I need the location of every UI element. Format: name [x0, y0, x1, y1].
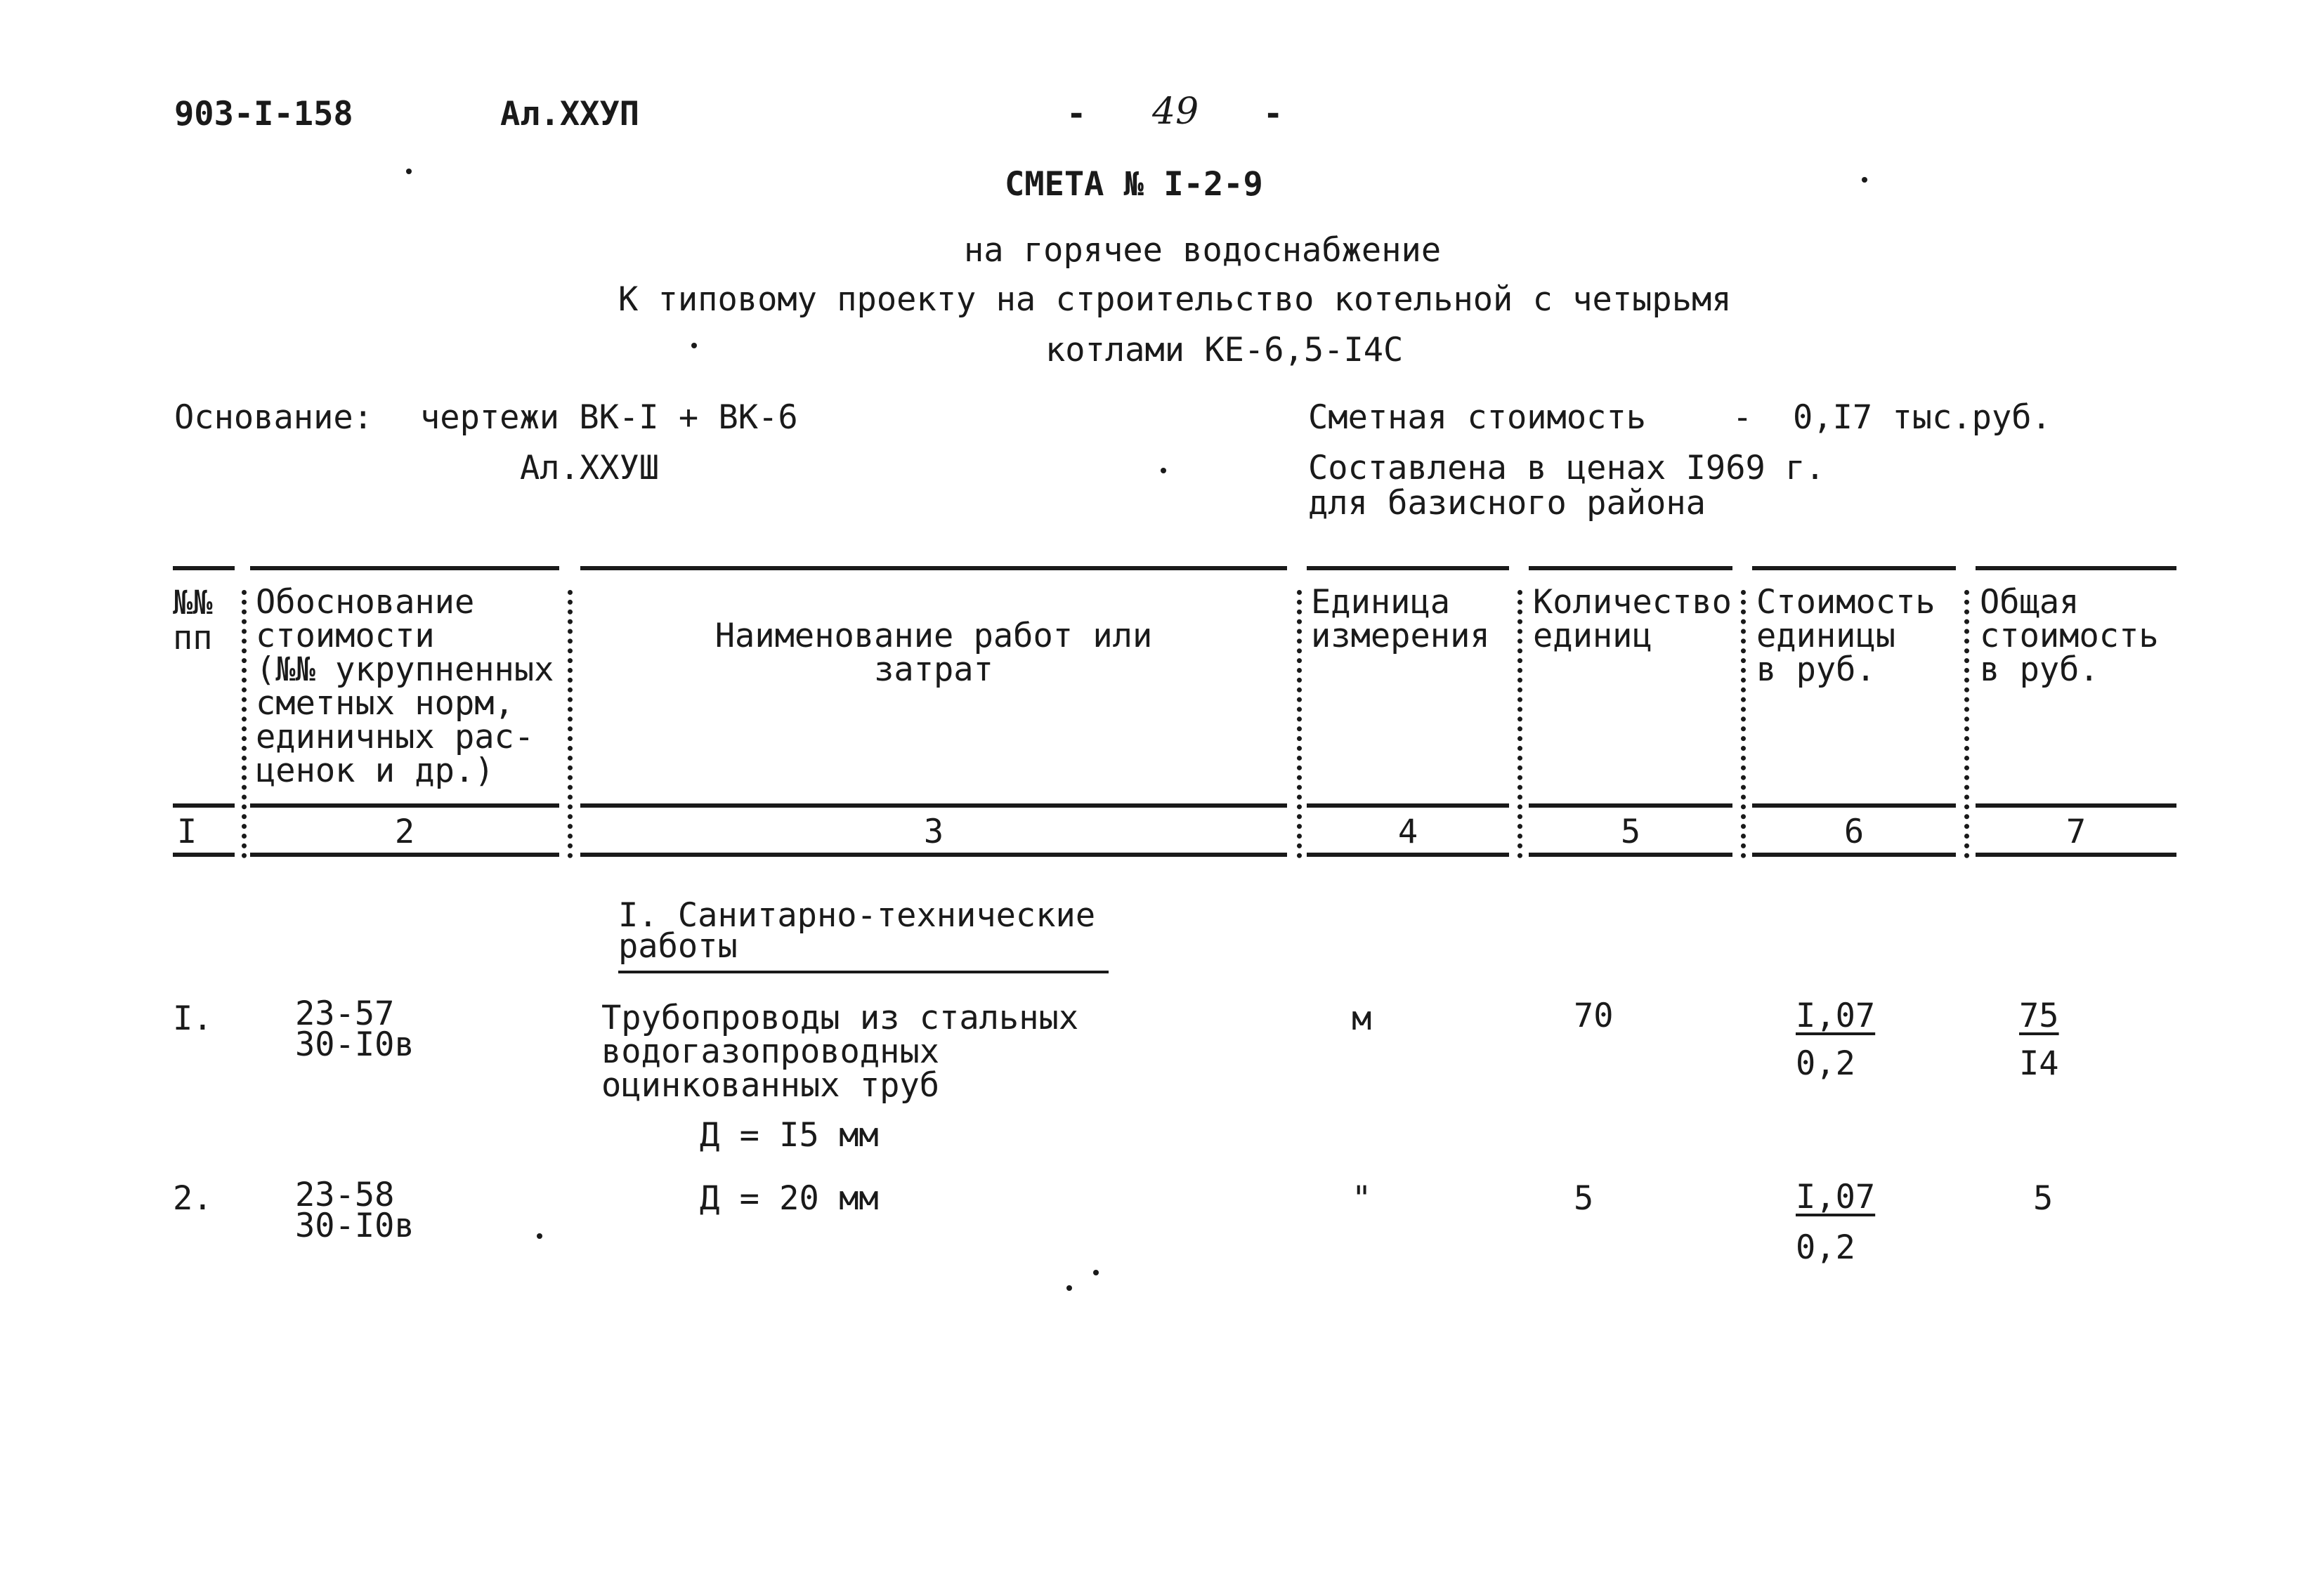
scan-speck: [1862, 177, 1867, 183]
column-number-2: 2: [394, 813, 415, 851]
page-dash-left: -: [1066, 95, 1087, 133]
numbers-bottom-rule-4: [1307, 853, 1509, 857]
header-quantity: Количество единиц: [1533, 583, 1732, 655]
column-separator: [1964, 590, 1969, 858]
header-number: №№ пп: [173, 584, 213, 657]
scan-speck: [1066, 1285, 1072, 1291]
estimated-cost-label: Сметная стоимость: [1308, 398, 1647, 437]
section-title-underline: [618, 971, 1109, 973]
table-top-rule-4: [1307, 566, 1509, 570]
base-region-line: для базисного района: [1308, 484, 1706, 523]
estimated-cost-value: 0,I7 тыс.руб.: [1793, 398, 2051, 437]
row-2-basis: 23-58 30-I0в: [295, 1176, 414, 1245]
basis-drawings: чертежи ВК-I + ВК-6: [420, 398, 798, 437]
row-1-total-top: 75: [2019, 997, 2059, 1035]
column-number-1: I: [176, 813, 197, 851]
scan-speck: [1161, 468, 1166, 473]
column-number-7: 7: [2065, 813, 2087, 851]
table-top-rule-2: [250, 566, 559, 570]
table-top-rule-3: [580, 566, 1287, 570]
column-separator: [1741, 590, 1746, 858]
row-1-total-bottom: I4: [2019, 1044, 2059, 1083]
numbers-bottom-rule-1: [173, 853, 235, 857]
table-top-rule-7: [1976, 566, 2176, 570]
basis-album: Ал.ХХУШ: [520, 449, 660, 487]
row-1-quantity: 70: [1574, 997, 1614, 1035]
column-separator: [568, 590, 573, 858]
row-1-unit: м: [1352, 999, 1372, 1038]
document-code: 903-I-158: [174, 95, 353, 133]
title-line-2: К типовому проекту на строительство котельной с четырьмя: [618, 280, 1732, 319]
column-separator: [1517, 590, 1522, 858]
row-2-quantity: 5: [1574, 1179, 1594, 1218]
header-bottom-rule-5: [1529, 803, 1732, 808]
numbers-bottom-rule-6: [1752, 853, 1956, 857]
header-bottom-rule-2: [250, 803, 559, 808]
table-top-rule-6: [1752, 566, 1956, 570]
header-bottom-rule-3: [580, 803, 1287, 808]
numbers-bottom-rule-3: [580, 853, 1287, 857]
header-unit: Единица измерения: [1311, 583, 1490, 655]
scan-speck: [537, 1233, 542, 1239]
column-number-5: 5: [1620, 813, 1641, 851]
row-2-unit-cost-bottom: 0,2: [1796, 1228, 1855, 1267]
title-line-3: котлами КЕ-6,5-I4С: [1045, 331, 1404, 369]
basis-label: Основание:: [174, 398, 373, 437]
row-1-diameter: Д = I5 мм: [700, 1116, 879, 1155]
title-line-1: на горячее водоснабжение: [964, 231, 1442, 270]
column-separator: [242, 590, 247, 858]
row-2-diameter: Д = 20 мм: [700, 1179, 879, 1218]
row-1-number: I.: [173, 999, 213, 1038]
header-work-name: Наименование работ или затрат: [714, 617, 1153, 689]
estimated-cost-dash: -: [1732, 398, 1753, 437]
row-1-unit-cost-bottom: 0,2: [1796, 1044, 1855, 1083]
numbers-bottom-rule-5: [1529, 853, 1732, 857]
prices-year-line: Составлена в ценах I969 г.: [1308, 449, 1825, 487]
row-2-unit-ditto: ": [1352, 1179, 1372, 1218]
row-2-unit-cost-top: I,07: [1796, 1178, 1876, 1216]
scan-speck: [1093, 1270, 1099, 1275]
table-top-rule-1: [173, 566, 235, 570]
header-bottom-rule-7: [1976, 803, 2176, 808]
numbers-bottom-rule-2: [250, 853, 559, 857]
row-1-basis: 23-57 30-I0в: [295, 994, 414, 1064]
album-number: Ал.ХХУП: [500, 95, 640, 133]
column-number-3: 3: [923, 813, 944, 851]
header-total-cost: Общая стоимость в руб.: [1980, 583, 2159, 689]
column-number-6: 6: [1843, 813, 1865, 851]
header-cost-basis: Обоснование стоимости (№№ укрупненных сметных норм, единичных рас- ценок и др.): [256, 583, 554, 790]
table-top-rule-5: [1529, 566, 1732, 570]
header-bottom-rule-6: [1752, 803, 1956, 808]
page-dash-right: -: [1263, 95, 1284, 133]
scan-speck: [691, 343, 697, 348]
estimate-title: СМЕТА № I-2-9: [1005, 165, 1263, 204]
header-unit-cost: Стоимость единицы в руб.: [1756, 583, 1935, 689]
column-number-4: 4: [1397, 813, 1418, 851]
scan-speck: [406, 169, 412, 174]
section-title: I. Санитарно-технические работы: [618, 896, 1096, 966]
row-2-total: 5: [2033, 1179, 2054, 1218]
header-bottom-rule-1: [173, 803, 235, 808]
row-1-name: Трубопроводы из стальных водогазопроводных оцинкованных труб: [601, 999, 1079, 1105]
row-2-number: 2.: [173, 1179, 213, 1218]
numbers-bottom-rule-7: [1976, 853, 2176, 857]
row-1-unit-cost-top: I,07: [1796, 997, 1876, 1035]
page-number: 49: [1152, 91, 1199, 133]
column-separator: [1297, 590, 1302, 858]
header-bottom-rule-4: [1307, 803, 1509, 808]
